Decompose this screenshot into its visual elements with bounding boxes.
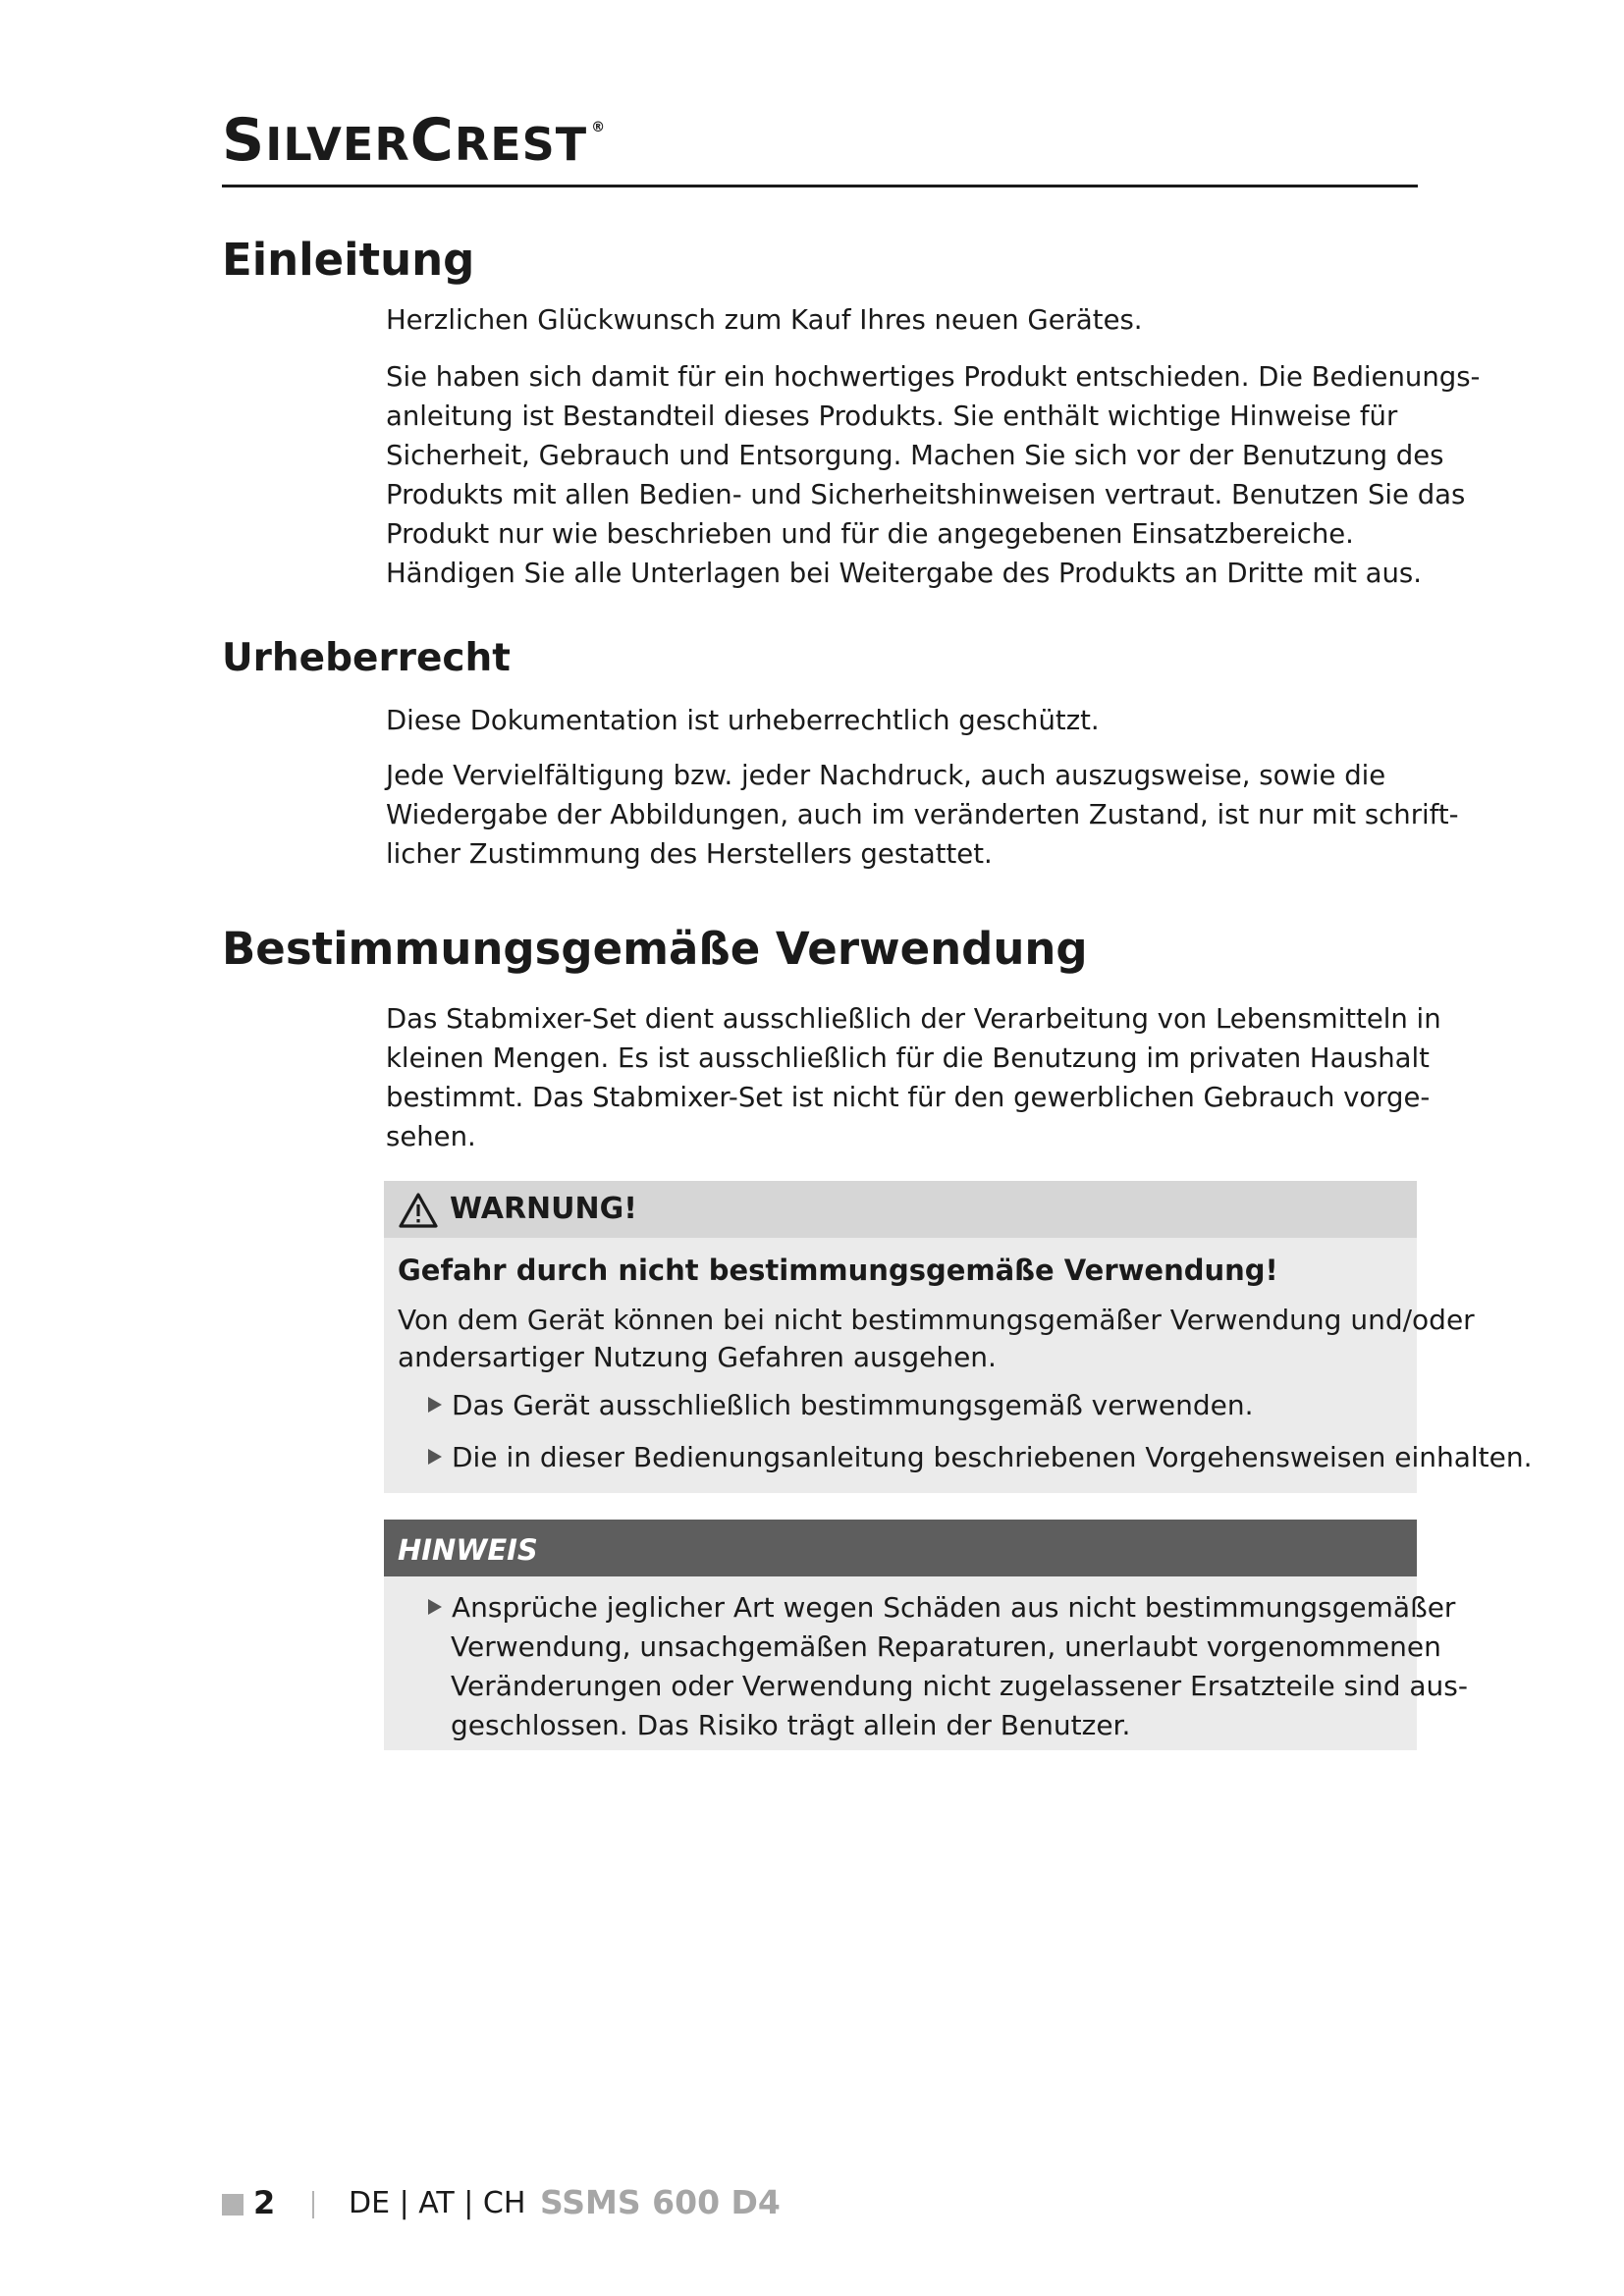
page-number: 2 [253,2184,276,2221]
copyright-paragraph-2 [386,756,1459,874]
text-line: Produkts mit allen Bedien- und Sicherheitshinweisen vertraut. Benutzen Sie das [386,479,1466,510]
brand-letters: ILVER [265,118,410,171]
text-line: licher Zustimmung des Herstellers gestattet. [386,838,993,870]
header-divider [222,185,1418,187]
text-line: anleitung ist Bestandteil dieses Produkts. Sie enthält wichtige Hinweise für [386,400,1398,432]
registered-mark: ® [591,120,607,135]
text-line: andersartiger Nutzung Gefahren ausgehen. [398,1341,997,1373]
text-line: geschlossen. Das Risiko trägt allein der Benutzer. [451,1709,1131,1741]
copyright-paragraph-1 [386,701,1419,740]
note-title: HINWEIS [398,1533,538,1567]
warning-text [398,1302,1475,1376]
text-line: bestimmt. Das Stabmixer-Set ist nicht für den gewerblichen Gebrauch vorge- [386,1082,1431,1113]
text-line: Händigen Sie alle Unterlagen bei Weitergabe des Produkts an Dritte mit aus. [386,558,1423,589]
text-line: sehen. [386,1121,476,1152]
bullet-text: Die in dieser Bedienungsanleitung beschriebenen Vorgehensweisen einhalten. [452,1441,1533,1473]
bullet-arrow-icon [428,1449,442,1465]
brand-letter: C [409,106,455,175]
note-box [384,1520,1468,1750]
note-text [428,1588,1468,1745]
warning-bullet [428,1441,1533,1473]
text-line: Diese Dokumentation ist urheberrechtlich geschützt. [386,705,1100,736]
brand-letter: S [222,106,266,175]
bullet-arrow-icon [428,1599,442,1615]
brand-logo [222,106,606,175]
text-line: Produkt nur wie beschrieben und für die angegebenen Einsatzbereiche. [386,518,1354,550]
intended-use-paragraph [386,999,1441,1156]
text-line: Sicherheit, Gebrauch und Entsorgung. Machen Sie sich vor der Benutzung des [386,440,1444,471]
footer-divider [312,2191,314,2218]
warning-triangle-icon [399,1193,438,1228]
footer-countries: DE | AT | CH [349,2186,526,2220]
warning-header [384,1181,1417,1238]
warning-subtitle: Gefahr durch nicht bestimmungsgemäße Verwendung! [398,1254,1278,1287]
intro-paragraph-1 [386,300,1419,340]
text-line: kleinen Mengen. Es ist ausschließlich für die Benutzung im privaten Haushalt [386,1042,1430,1074]
text-line: Ansprüche jeglicher Art wegen Schäden aus nicht bestimmungsgemäßer [452,1591,1456,1624]
text-line: Jede Vervielfältigung bzw. jeder Nachdruck, auch auszugsweise, sowie die [386,760,1386,791]
note-header [384,1520,1417,1576]
warning-title: WARNUNG! [450,1192,637,1226]
footer-model: SSMS 600 D4 [540,2183,781,2221]
brand-letters: REST [454,118,588,171]
text-line: Das Stabmixer-Set dient ausschließlich der Verarbeitung von Lebensmitteln in [386,1003,1441,1035]
section-heading-intro: Einleitung [222,234,475,286]
text-line: Von dem Gerät können bei nicht bestimmungsgemäßer Verwendung und/oder [398,1304,1475,1336]
text-line: Wiedergabe der Abbildungen, auch im veränderten Zustand, ist nur mit schrift- [386,799,1459,830]
section-heading-intended-use: Bestimmungsgemäße Verwendung [222,923,1088,975]
note-bullet [428,1588,1468,1628]
text-line: Sie haben sich damit für ein hochwertiges Produkt entschieden. Die Bedienungs- [386,361,1481,393]
text-line: Verwendung, unsachgemäßen Reparaturen, unerlaubt vorgenommenen [451,1630,1441,1663]
text-line: Herzlichen Glückwunsch zum Kauf Ihres neuen Gerätes. [386,304,1143,336]
footer-square-marker [222,2194,244,2216]
text-line: Veränderungen oder Verwendung nicht zugelassener Ersatzteile sind aus- [451,1670,1468,1702]
warning-bullet [428,1389,1253,1421]
warning-box [384,1181,1533,1493]
section-heading-copyright: Urheberrecht [222,636,511,680]
intro-paragraph-2 [386,357,1481,593]
bullet-text: Das Gerät ausschließlich bestimmungsgemäß verwenden. [452,1389,1254,1421]
bullet-arrow-icon [428,1397,442,1413]
